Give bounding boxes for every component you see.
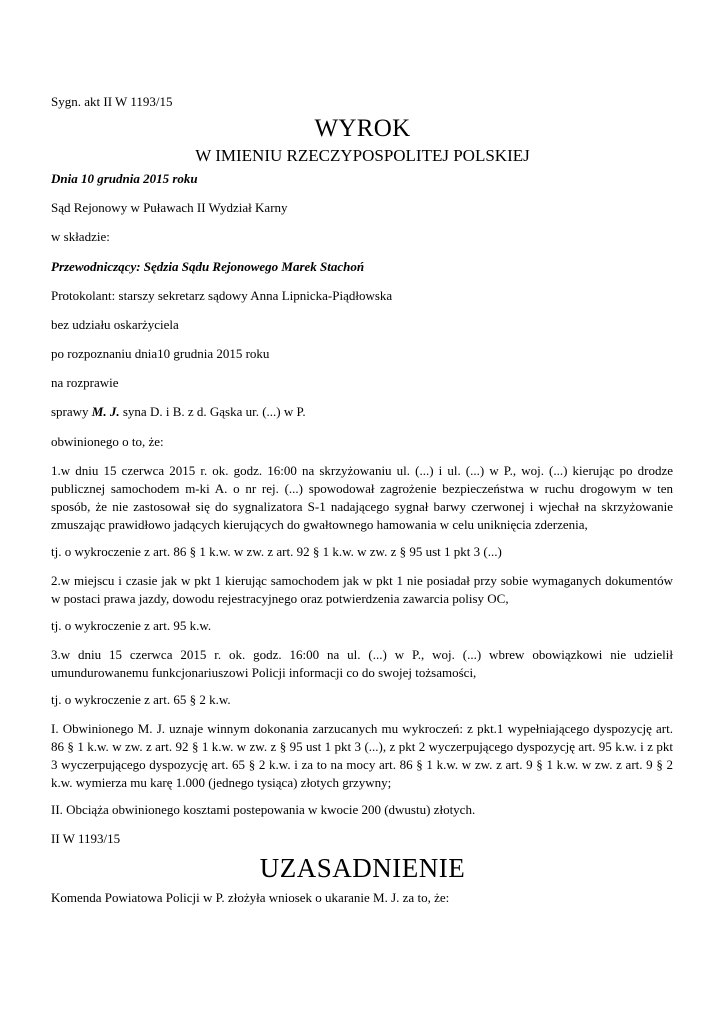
charged-intro: obwinionego o to, że:: [51, 434, 164, 449]
justification-title: UZASADNIENIE: [259, 853, 466, 883]
case-reference: Sygn. akt II W 1193/15: [51, 94, 173, 109]
case-reference-2: II W 1193/15: [51, 831, 121, 846]
clerk-line: Protokolant: starszy sekretarz sądowy Anna Lipnicka-Piądłowska: [51, 288, 393, 303]
charge-1-qualification: tj. o wykroczenie z art. 86 § 1 k.w. w zw. z art. 92 § 1 k.w. w zw. z § 95 ust 1 pkt 3 (...): [51, 544, 502, 559]
case-prefix: sprawy: [51, 404, 92, 419]
charge-3-qualification: tj. o wykroczenie z art. 65 § 2 k.w.: [51, 692, 231, 707]
verdict-point-1: I. Obwinionego M. J. uznaje winnym dokonania zarzucanych mu wykroczeń: z pkt.1 wypełniającego dyspozycję art. 86 § 1 k.w. w zw. z art. 92 § 1 k.w. w zw. z § 95 ust 1 pkt 3 (...), z pkt 2 wyczerpującego dyspozycję art. 95 k.w. i z pkt 3 wyczerpującego dyspozycję art. 65 § 2 k.w. i za to na mocy art. 86 § 1 k.w. w zw. z art. 9 § 1 k.w. w zw. z art. 9 § 2 k.w. wymierza mu karę 1.000 (jednego tysiąca) złotych grzywny;: [51, 721, 673, 790]
charge-2-qualification: tj. o wykroczenie z art. 95 k.w.: [51, 618, 212, 633]
defendant-name: M. J.: [91, 404, 120, 419]
presiding-judge: Przewodniczący: Sędzia Sądu Rejonowego Marek Stachoń: [51, 259, 365, 274]
verdict-date: Dnia 10 grudnia 2015 roku: [51, 171, 198, 186]
case-suffix: syna D. i B. z d. Gąska ur. (...) w P.: [119, 404, 306, 419]
verdict-point-2: II. Obciąża obwinionego kosztami postepowania w kwocie 200 (dwustu) złotych.: [51, 802, 476, 817]
hearing-line: na rozprawie: [51, 375, 119, 390]
court-name: Sąd Rejonowy w Puławach II Wydział Karny: [51, 200, 288, 215]
prosecutor-line: bez udziału oskarżyciela: [51, 317, 179, 332]
charge-1: 1.w dniu 15 czerwca 2015 r. ok. godz. 16:00 na skrzyżowaniu ul. (...) i ul. (...) w P., woj. (...) kierując po drodze publicznej samochodem m-ki A. o nr rej. (...) spowodował zagrożenie bezpieczeństwa w ruchu drogowym w ten sposób, że nie zastosował się do sygnalizatora S-1 nadającego sygnał barwy czerwonej i wjechał na skrzyżowanie zmuszając prawidłowo jadących kierujących do gwałtownego hamowania w celu uniknięcia zderzenia,: [51, 463, 673, 532]
verdict-title: WYROK: [314, 115, 411, 142]
justification-paragraph: Komenda Powiatowa Policji w P. złożyła wniosek o ukaranie M. J. za to, że:: [51, 890, 450, 905]
case-parties: [51, 403, 673, 421]
verdict-subtitle: W IMIENIU RZECZYPOSPOLITEJ POLSKIEJ: [195, 146, 530, 165]
charge-2: 2.w miejscu i czasie jak w pkt 1 kierując samochodem jak w pkt 1 nie posiadał przy sobie wymaganych dokumentów w postaci prawa jazdy, dowodu rejestracyjnego oraz potwierdzenia zawarcia polisy OC,: [51, 573, 673, 606]
heard-line: po rozpoznaniu dnia10 grudnia 2015 roku: [51, 346, 270, 361]
charge-3: 3.w dniu 15 czerwca 2015 r. ok. godz. 16:00 na ul. (...) w P., woj. (...) wbrew obowiązkowi nie udzielił umundurowanemu funkcjonariuszowi Policji informacji co do swojej tożsamości,: [51, 647, 673, 680]
composition-label: w składzie:: [51, 229, 110, 244]
